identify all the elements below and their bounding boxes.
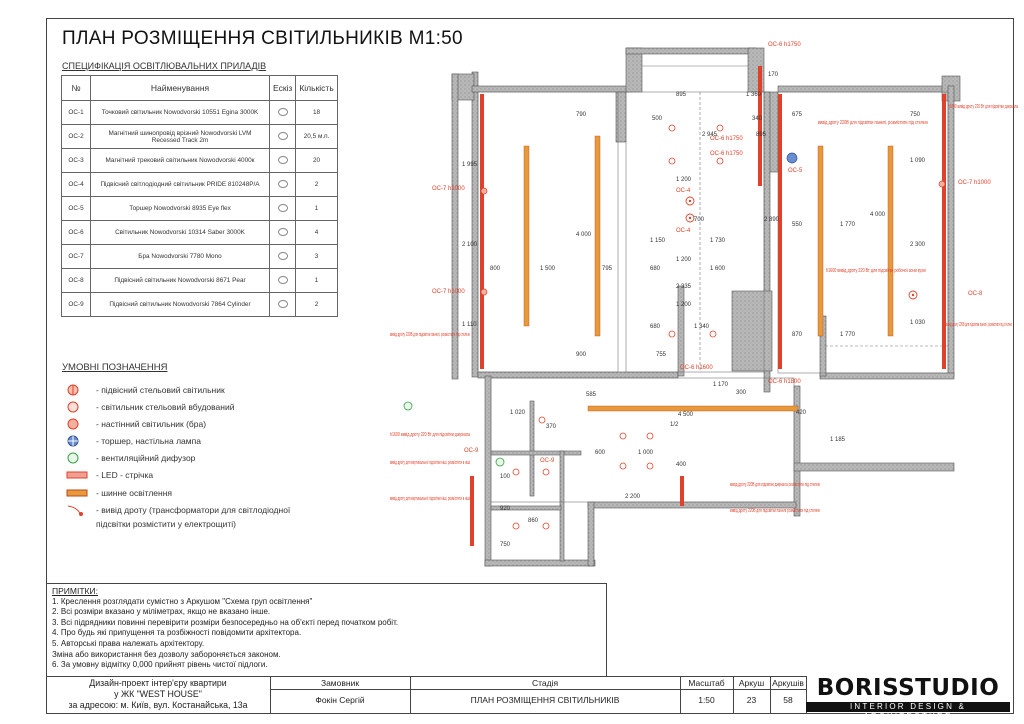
recessed-light [620, 433, 626, 439]
spec-sketch-icon [270, 269, 296, 293]
legend-item [66, 434, 201, 450]
dim: 1 110 [462, 322, 477, 328]
floor-lamp-icon [787, 153, 797, 163]
note-line: 6. За умовну відмітку 0,000 прийнят рівень чистої підлоги. [52, 660, 268, 670]
dim: 550 [792, 222, 803, 228]
spec-row [62, 173, 338, 197]
note-line: 5. Авторські права належать архітектору. [52, 638, 205, 648]
sheet-label: Аркуш [738, 678, 765, 688]
wall-bath-partition [530, 401, 534, 496]
dim: 1 600 [710, 266, 726, 272]
spec-name: Підвісний світильник Nowodvorski 8671 Pear [91, 269, 270, 293]
wall-left-inner-col [616, 92, 626, 142]
studio-logo [806, 675, 1010, 721]
recessed-light [710, 331, 716, 337]
dim: 1 000 [638, 450, 654, 456]
dim: 860 [528, 518, 539, 524]
dim: 755 [656, 352, 667, 358]
scale-value: 1:50 [698, 695, 715, 705]
spec-code: ОС-8 [62, 269, 91, 293]
notes-lines [52, 597, 398, 671]
wall-top-mid [626, 48, 756, 54]
dim: 2 335 [676, 284, 692, 290]
fixture-labels [432, 42, 991, 464]
legend-item [66, 503, 291, 529]
wire-note: вивід дроту 220В для підсвітки панелі, розмістити під стелею [946, 322, 1013, 328]
wall-lower-right [794, 386, 800, 516]
dim: 1 200 [676, 177, 692, 183]
recessed-light [513, 523, 519, 529]
wire-note: h1600 вивід дроту 220 Вт для підсвітки робочої зони кухні [826, 268, 926, 274]
dim: 750 [500, 542, 511, 548]
legend-item [66, 383, 225, 399]
titleblock-top-line [46, 676, 806, 677]
dim: 900 [576, 352, 587, 358]
spec-qty: 3 [296, 245, 337, 269]
spec-code: ОС-9 [62, 293, 91, 317]
floor-plan [380, 36, 1020, 576]
sconce-icon [939, 181, 945, 187]
legend-item [66, 451, 195, 467]
spec-qty: 4 [296, 221, 337, 245]
wire-notes [390, 104, 1018, 514]
logo-sub-text: INTERIOR DESIGN & ARCHITECTURE [806, 702, 1010, 712]
dim: 795 [602, 266, 613, 272]
note-line: 2. Всі розміри вказано у міліметрах, якщо не вказано інше. [52, 607, 271, 617]
legend-text: - підвісний стельовий світильник [96, 385, 225, 395]
dim: 1 185 [830, 437, 846, 443]
spec-code: ОС-3 [62, 149, 91, 173]
dim: 750 [910, 112, 921, 118]
dim: 1/2 [670, 422, 679, 428]
spec-name: Магнітний шинопровід врізний Nowodvorski LVM Recessed Track 2m [91, 125, 270, 149]
client-label: Замовник [320, 678, 360, 688]
spec-name: Підвісний світлодіодний світильник PRIDE 810248P/A [91, 173, 270, 197]
recessed-light [543, 523, 549, 529]
note-line: Зміна або використання без дозволу забороняється законом. [52, 649, 281, 659]
dim: 680 [650, 324, 661, 330]
led-strip-corridor [680, 476, 684, 506]
dim: 870 [792, 332, 803, 338]
spec-code: ОС-5 [62, 197, 91, 221]
dim: 1 200 [676, 257, 692, 263]
led-strip-kitchen [758, 66, 762, 186]
led-strips [470, 66, 946, 546]
label-os9: ОС-9 [464, 448, 479, 454]
dim: 2 945 [702, 132, 718, 138]
spec-qty: 20 [296, 149, 337, 173]
legend-item [66, 417, 206, 433]
dim: 1 770 [840, 332, 856, 338]
logo-main-text: BORISSTUDIO [816, 675, 1000, 701]
recessed-light [539, 417, 545, 423]
dim: 4 000 [576, 232, 592, 238]
spec-name: Торшер Nowodvorski 8935 Eye flex [91, 197, 270, 221]
label-os5: ОС-5 [788, 168, 803, 174]
wire-note: h1600 вивід дроту 220 Вт для підсвітки дзеркала [948, 104, 1019, 110]
sheets-value: 58 [783, 695, 793, 705]
spec-name: Точковий світильник Nowodvorski 10551 Egina 3000K [91, 101, 270, 125]
label-os6: ОС-6 h1750 [710, 136, 743, 142]
legend-text: - вентиляційний дифузор [96, 453, 196, 463]
spec-code: ОС-2 [62, 125, 91, 149]
recessed-light [717, 158, 723, 164]
dim: 600 [595, 450, 606, 456]
dim: 100 [500, 474, 511, 480]
pendant-icon-dot [689, 217, 691, 219]
wall-lower-right-bottom [794, 463, 954, 471]
spec-code: ОС-1 [62, 101, 91, 125]
spec-row [62, 149, 338, 173]
notes-side-divider [606, 583, 607, 676]
label-os4: ОС-4 [676, 228, 691, 234]
dim: 1 150 [650, 238, 666, 244]
stage-value: ПЛАН РОЗМІЩЕННЯ СВІТИЛЬНИКІВ [470, 695, 620, 705]
wall-left-outer [472, 72, 478, 377]
led-strip-bedroom-left [778, 94, 782, 369]
spec-name: Магнітний трековий світильник Nowodvorski 4000к [91, 149, 270, 173]
label-os6: ОС-6 h1800 [768, 379, 801, 385]
wall-mid-left [478, 372, 678, 378]
client-name: Фокін Сергій [315, 695, 365, 705]
label-os7: ОС-7 h1000 [432, 186, 465, 192]
spec-sketch-icon [270, 245, 296, 269]
spec-header-qty: Кількість [296, 76, 337, 101]
vent-diffuser-icon [66, 451, 96, 465]
sconce-icon [66, 417, 96, 431]
spec-body [62, 101, 338, 317]
vent-diffuser-icon [496, 458, 504, 466]
wall-bottom-right [588, 502, 594, 566]
notes-block [52, 586, 398, 671]
spec-name: Підвісний світильник Nowodvorski 7864 Cylinder [91, 293, 270, 317]
led-strip-icon [66, 468, 96, 482]
wire-note: вивід дроту 220В для підсвітки панелі, розмістити під стелею [818, 120, 929, 126]
dim: 585 [586, 392, 597, 398]
dim: 2 300 [910, 242, 926, 248]
legend-item [66, 486, 172, 502]
spec-sketch-icon [270, 149, 296, 173]
wall-top-right [778, 86, 948, 92]
track-bedroom-2 [888, 146, 893, 336]
dim: 895 [676, 92, 687, 98]
legend-text: - LED - стрічка [96, 470, 154, 480]
wall-bath-block [732, 291, 772, 371]
legend-item [66, 468, 153, 484]
spec-header-num: № [62, 76, 91, 101]
dim: 800 [490, 266, 501, 272]
spec-row [62, 269, 338, 293]
dim: 4 000 [870, 212, 886, 218]
spec-row [62, 245, 338, 269]
notes-divider [46, 583, 606, 584]
pendant-icon [66, 383, 96, 397]
pendant-icon-dot [912, 294, 914, 296]
wall-right-outer [948, 86, 954, 376]
track-corridor [588, 406, 798, 411]
wall-center-stub [678, 286, 684, 376]
dim: 1 995 [462, 162, 478, 168]
recessed-light [620, 463, 626, 469]
label-os6: ОС-6 h1750 [710, 151, 743, 157]
dim: 790 [576, 112, 587, 118]
legend-text: - настінний світильник (бра) [96, 419, 207, 429]
dim: 1 030 [910, 320, 926, 326]
spec-qty: 18 [296, 101, 337, 125]
wall-col-1 [626, 48, 642, 92]
wire-note: вивід дроту 220В для підсвітки дзеркала розмістити під стелею [730, 482, 821, 488]
track-living-1 [524, 146, 529, 326]
dim: 1 500 [540, 266, 556, 272]
dim: 1 170 [713, 382, 729, 388]
dim: 500 [652, 116, 663, 122]
dim: 340 [752, 116, 763, 122]
wire-note: вивід дроту 220В для підсвітки панелі, розмістити під стелею [390, 332, 471, 338]
wire-note: вивід дроту для вертикальної підсвітки ніші, розмістити в ніші [390, 460, 470, 466]
spec-code: ОС-4 [62, 173, 91, 197]
vent-diffuser-icon [404, 402, 412, 410]
led-strip-niche [470, 476, 474, 546]
wall-bath-horizontal [491, 451, 581, 455]
recessed-light [543, 469, 549, 475]
wire-note: вивід дроту 220В для підсвітки панелі розмістити під стелею [730, 508, 821, 514]
dim: 300 [736, 390, 747, 396]
dim: 675 [792, 112, 803, 118]
dim: 4 500 [678, 412, 694, 418]
dim: 2 100 [462, 242, 478, 248]
legend-text: - вивід дроту (трансформатори для світлодіодної підсвітки розмістити у електрощиті) [96, 505, 291, 529]
dim: 170 [768, 72, 779, 78]
legend-text: - шинне освітлення [96, 488, 173, 498]
label-os9: ОС-9 [540, 458, 555, 464]
legend-text: - світильник стельовий вбудований [96, 402, 235, 412]
label-os7: ОС-7 h1000 [432, 289, 465, 295]
drawing-title: ПЛАН РОЗМІЩЕННЯ СВІТИЛЬНИКІВ М1:50 [62, 28, 463, 49]
wall-lower-left [485, 376, 491, 566]
spec-sketch-icon [270, 173, 296, 197]
spec-row [62, 101, 338, 125]
sheet-value: 23 [746, 695, 757, 705]
wire-note: h1600 вивід дроту 220 Вт для підсвітки дзеркала [390, 432, 471, 438]
spec-name: Світильник Nowodvorski 10314 Saber 3000K [91, 221, 270, 245]
notes-title: ПРИМІТКИ: [52, 586, 98, 596]
track-living-2 [595, 136, 600, 336]
dim: 895 [756, 132, 767, 138]
project-description: Дизайн-проект інтер'єру квартири у ЖК "WEST HOUSE" за адресою: м. Київ, вул. Костанайська, 13а [68, 678, 248, 710]
stage-label: Стадія [531, 678, 559, 688]
dim: 420 [796, 410, 807, 416]
legend-text: - торшер, настільна лампа [96, 436, 201, 446]
dim: 1 360 [746, 92, 762, 98]
dim: 680 [650, 266, 661, 272]
spec-row [62, 125, 338, 149]
spec-qty: 2 [296, 173, 337, 197]
spec-row [62, 197, 338, 221]
legend-item [66, 400, 234, 416]
dim: 2 890 [764, 217, 780, 223]
label-os6: ОС-6 h1600 [680, 365, 713, 371]
recessed-icon [66, 400, 96, 414]
spec-sketch-icon [270, 125, 296, 149]
dim: 400 [676, 462, 687, 468]
spec-qty: 1 [296, 197, 337, 221]
recessed-light [647, 433, 653, 439]
dim: 1 020 [510, 410, 526, 416]
dim: 1 730 [710, 238, 726, 244]
spec-qty: 2 [296, 293, 337, 317]
spec-qty: 1 [296, 269, 337, 293]
wire-note: вивід дроту для вертикальної підсвітки ніші, розмістити в ніші [390, 496, 470, 502]
spec-header-sketch: Ескіз [270, 76, 296, 101]
wall-mid-right [820, 373, 954, 379]
recessed-light [513, 469, 519, 475]
spec-name: Бра Nowodvorski 7780 Mono [91, 245, 270, 269]
label-os4: ОС-4 [676, 188, 691, 194]
label-os6: ОС-6 h1750 [768, 42, 801, 48]
wall-bottom [485, 560, 595, 566]
dim: 700 [694, 217, 705, 223]
note-line: 1. Креслення розглядати сумістно з Аркушом "Схема груп освітлення" [52, 596, 313, 606]
spec-sketch-icon [270, 101, 296, 125]
wall-top-left [472, 86, 632, 92]
spec-sketch-icon [270, 221, 296, 245]
spec-row [62, 221, 338, 245]
floor-lamp-icon [66, 434, 96, 448]
track-icon [66, 486, 96, 500]
dim: 1 340 [694, 324, 710, 330]
dim: 370 [546, 424, 557, 430]
recessed-light [717, 125, 723, 131]
titleblock-mid-line [270, 689, 806, 690]
wire-outlet-icon [66, 503, 96, 517]
spec-qty: 20,5 м.п. [296, 125, 337, 149]
legend-title: УМОВНІ ПОЗНАЧЕННЯ [62, 362, 168, 373]
recessed-light [669, 331, 675, 337]
recessed-light [669, 125, 675, 131]
recessed-light [647, 463, 653, 469]
dim: 2 200 [625, 494, 641, 500]
track-bedroom-1 [818, 146, 823, 336]
dim: 1 770 [840, 222, 856, 228]
spec-code: ОС-6 [62, 221, 91, 245]
dim: 1 090 [910, 158, 926, 164]
dim: 1 200 [676, 302, 692, 308]
note-line: 3. Всі підрядники повинні перевірити розміри безпосередньо на об'єкті перед початком робіт. [52, 617, 399, 627]
spec-header-name: Найменування [91, 76, 270, 101]
sheets-label: Аркушів [772, 678, 804, 688]
sconce-icon [481, 289, 487, 295]
spec-header-row [62, 76, 338, 101]
spec-code: ОС-7 [62, 245, 91, 269]
label-os7: ОС-7 h1000 [958, 180, 991, 186]
room-bedroom [778, 92, 948, 373]
label-os8: ОС-8 [968, 291, 983, 297]
spec-table [61, 75, 338, 317]
dim: 920 [500, 506, 511, 512]
pendant-icon-dot [689, 200, 691, 202]
recessed-light [669, 158, 675, 164]
spec-row [62, 293, 338, 317]
spec-sketch-icon [270, 293, 296, 317]
note-line: 4. Про будь які припущення та розбіжності повідомити архітектора. [52, 628, 302, 638]
spec-sketch-icon [270, 197, 296, 221]
spec-title: СПЕЦИФІКАЦІЯ ОСВІТЛЮВАЛЬНИХ ПРИЛАДІВ [62, 61, 267, 71]
scale-label: Масштаб [688, 678, 725, 688]
led-strip-living [480, 94, 484, 369]
sconce-icon [481, 188, 487, 194]
